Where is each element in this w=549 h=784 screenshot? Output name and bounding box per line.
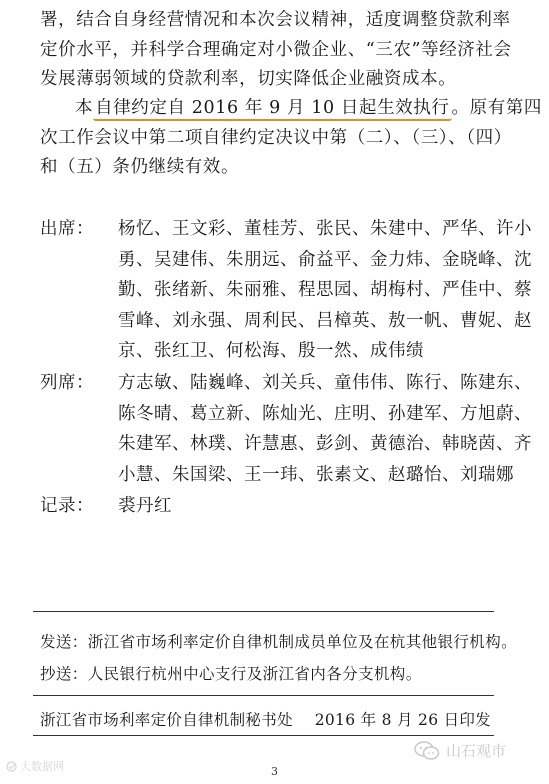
watermark-right: [414, 740, 506, 761]
text-suffix: 。原有第四: [451, 98, 543, 118]
divider-bottom: [33, 735, 494, 736]
watermark-right-text: 山石观市: [446, 742, 507, 760]
issuer: 浙江省市场利率定价自律机制秘书处: [40, 711, 293, 729]
names-line: 方志敏、陆巍峰、刘关兵、童伟伟、陈行、陈建东、: [118, 373, 532, 393]
send-label: 发送：: [40, 633, 88, 651]
text-line: 定价水平，并科学合理确定对小微企业、“三农”等经济社会: [40, 39, 512, 60]
issue-date: 2016 年 8 月 26 日印发: [314, 711, 491, 729]
observers-names: [118, 368, 532, 490]
names-line: 杨忆、王文彩、董桂芳、张民、朱建中、严华、许小: [118, 219, 532, 239]
names-line: 京、张红卫、何松海、殷一然、成伟绩: [118, 341, 424, 361]
cc-line: [40, 662, 510, 684]
present-names: [118, 214, 532, 367]
names-line: 朱建军、林璞、许慧惠、彭剑、黄德治、韩晓茵、齐: [118, 434, 532, 454]
present-label: 出席：: [40, 219, 94, 239]
attendance-recorder: [40, 491, 520, 522]
highlighted-effective-date: 自律约定自 2016 年 9 月 10 日起生效执行: [93, 98, 451, 121]
wechat-icon: [414, 741, 440, 761]
names-line: 勇、吴建伟、朱朋远、俞益平、金力炜、金晓峰、沈: [118, 249, 532, 270]
text-line: 署，结合自身经营情况和本次会议精神，适度调整贷款利率: [40, 10, 511, 30]
page-number: 3: [271, 765, 278, 778]
attendance-observers: [40, 368, 532, 490]
paragraph-continuation: [40, 6, 510, 95]
send-text: 浙江省市场利率定价自律机制成员单位及在杭其他银行机构。: [87, 633, 518, 651]
cc-label: 抄送：: [40, 665, 88, 683]
attendance-present: [40, 214, 532, 367]
watermark-left-text: 大数据网: [20, 760, 64, 773]
text-line: 次工作会议中第二项自律约定决议中第（二）、（三）、（四）: [40, 127, 512, 148]
cc-text: 人民银行杭州中心支行及浙江省内各分支机构。: [87, 665, 422, 683]
send-line: [40, 630, 518, 652]
text-line: 发展薄弱领域的贷款利率，切实降低企业融资成本。: [40, 69, 457, 89]
names-line: 勤、张绪新、朱丽雅、程思园、胡梅村、严佳中、蔡: [118, 280, 532, 300]
recorder-name: 裘丹红: [118, 496, 172, 516]
text-line: 和（五）条仍继续有效。: [40, 157, 240, 177]
observers-label: 列席：: [40, 373, 94, 393]
text-line: [40, 94, 543, 124]
names-line: 小慧、朱国梁、王一玮、张素文、赵璐怡、刘瑞娜: [118, 464, 514, 485]
paragraph-effective-date: [40, 94, 543, 183]
names-line: 雪峰、刘永强、周利民、吕樟英、敖一帆、曹妮、赵: [118, 310, 532, 331]
text-prefix: 本: [75, 98, 94, 118]
recorder-label: 记录：: [40, 496, 94, 516]
names-line: 陈冬晴、葛立新、陈灿光、庄明、孙建军、方旭蔚、: [118, 403, 532, 424]
divider-top: [33, 611, 494, 612]
divider-middle: [33, 695, 494, 696]
